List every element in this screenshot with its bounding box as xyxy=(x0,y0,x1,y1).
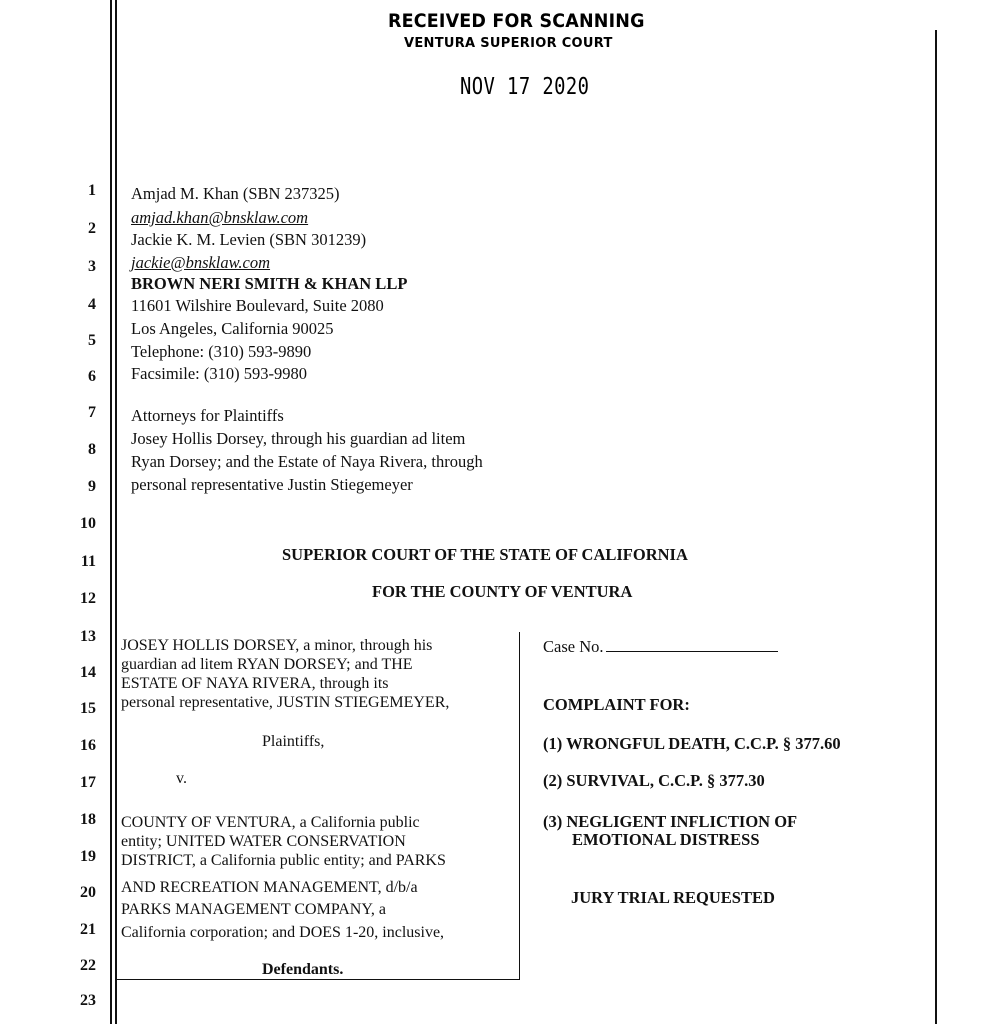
defendants-line: AND RECREATION MANAGEMENT, d/b/a xyxy=(121,879,418,896)
line-number: 15 xyxy=(80,700,96,717)
line-number: 12 xyxy=(80,590,96,607)
complaint-for-heading: COMPLAINT FOR: xyxy=(543,695,690,714)
attorney-name-1: Amjad M. Khan (SBN 237325) xyxy=(131,184,340,203)
attorneys-for-line: Ryan Dorsey; and the Estate of Naya Rivera, through xyxy=(131,452,483,471)
attorney-name-2: Jackie K. M. Levien (SBN 301239) xyxy=(131,230,367,249)
plaintiffs-line: ESTATE OF NAYA RIVERA, through its xyxy=(121,675,389,692)
line-number: 6 xyxy=(88,368,96,385)
line-number: 3 xyxy=(88,258,96,275)
attorney-email-2[interactable]: jackie@bnsklaw.com xyxy=(131,253,271,272)
defendants-line: PARKS MANAGEMENT COMPANY, a xyxy=(121,901,386,918)
line-number: 16 xyxy=(80,737,96,754)
cause-of-action-3-cont: EMOTIONAL DISTRESS xyxy=(572,830,760,849)
plaintiffs-label: Plaintiffs, xyxy=(262,733,325,750)
line-number: 7 xyxy=(88,404,96,421)
line-number: 20 xyxy=(80,884,96,901)
line-number: 8 xyxy=(88,441,96,458)
line-number: 21 xyxy=(80,921,96,938)
line-number: 1 xyxy=(88,182,96,199)
line-number: 2 xyxy=(88,220,96,237)
plaintiffs-line: personal representative, JUSTIN STIEGEMEYER, xyxy=(121,694,450,711)
jury-trial-requested: JURY TRIAL REQUESTED xyxy=(571,888,775,907)
versus: v. xyxy=(176,770,187,787)
attorney-email-1[interactable]: amjad.khan@bnsklaw.com xyxy=(131,208,309,227)
line-number: 9 xyxy=(88,478,96,495)
firm-address-1: 11601 Wilshire Boulevard, Suite 2080 xyxy=(131,296,384,315)
line-number: 14 xyxy=(80,664,96,681)
stamp-court: VENTURA SUPERIOR COURT xyxy=(404,36,613,51)
line-number: 4 xyxy=(88,296,96,313)
stamp-date: NOV 17 2020 xyxy=(460,74,590,100)
caption-divider-horizontal xyxy=(117,979,520,980)
left-margin-rule xyxy=(110,0,112,1024)
court-title: SUPERIOR COURT OF THE STATE OF CALIFORNIA xyxy=(282,545,688,564)
defendants-line: entity; UNITED WATER CONSERVATION xyxy=(121,833,406,850)
line-number: 17 xyxy=(80,774,96,791)
line-number: 19 xyxy=(80,848,96,865)
defendants-label: Defendants. xyxy=(262,961,344,978)
line-number: 18 xyxy=(80,811,96,828)
court-county: FOR THE COUNTY OF VENTURA xyxy=(372,582,633,601)
plaintiffs-line: JOSEY HOLLIS DORSEY, a minor, through his xyxy=(121,637,433,654)
firm-name: BROWN NERI SMITH & KHAN LLP xyxy=(131,274,408,293)
line-number: 13 xyxy=(80,628,96,645)
cause-of-action-1: (1) WRONGFUL DEATH, C.C.P. § 377.60 xyxy=(543,734,841,753)
case-number-field xyxy=(543,637,778,657)
line-number: 23 xyxy=(80,992,96,1009)
right-margin-rule xyxy=(935,30,937,1024)
line-number: 10 xyxy=(80,515,96,532)
line-number: 11 xyxy=(80,553,96,570)
cause-of-action-3: (3) NEGLIGENT INFLICTION OF xyxy=(543,812,798,831)
defendants-line: COUNTY OF VENTURA, a California public xyxy=(121,814,420,831)
caption-divider-vertical xyxy=(519,632,520,980)
left-margin-rule-inner xyxy=(115,0,117,1024)
line-number: 22 xyxy=(80,957,96,974)
stamp-received: RECEIVED FOR SCANNING xyxy=(388,10,645,32)
case-number-blank xyxy=(606,639,778,652)
cause-of-action-2: (2) SURVIVAL, C.C.P. § 377.30 xyxy=(543,771,765,790)
case-number-label: Case No. xyxy=(543,637,604,656)
firm-telephone: Telephone: (310) 593-9890 xyxy=(131,342,312,361)
plaintiffs-line: guardian ad litem RYAN DORSEY; and THE xyxy=(121,656,413,673)
attorneys-for-line: Josey Hollis Dorsey, through his guardian ad litem xyxy=(131,429,466,448)
firm-facsimile: Facsimile: (310) 593-9980 xyxy=(131,364,307,383)
firm-address-2: Los Angeles, California 90025 xyxy=(131,319,334,338)
defendants-line: California corporation; and DOES 1-20, inclusive, xyxy=(121,924,445,941)
attorneys-for-line: personal representative Justin Stiegemeyer xyxy=(131,475,413,494)
line-number: 5 xyxy=(88,332,96,349)
attorneys-for-line: Attorneys for Plaintiffs xyxy=(131,406,284,425)
defendants-line: DISTRICT, a California public entity; and PARKS xyxy=(121,852,446,869)
